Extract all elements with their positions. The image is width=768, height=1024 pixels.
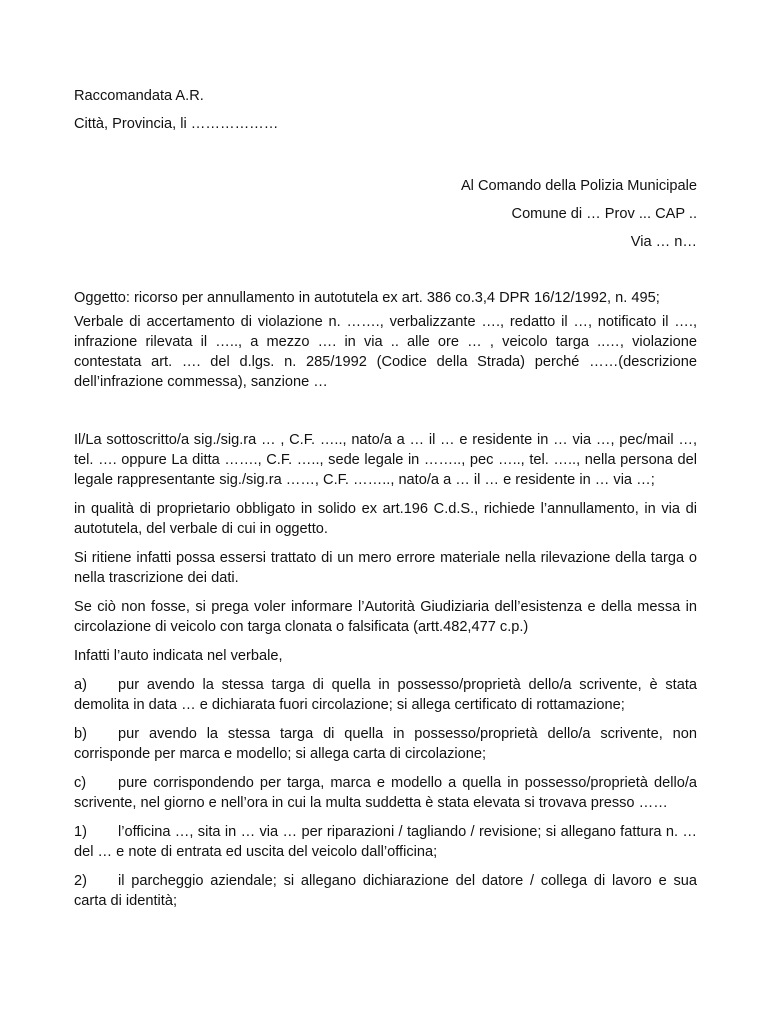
- se-cio-paragraph: Se ciò non fosse, si prega voler informare l’Autorità Giudiziaria dell’esistenza e della messa in circolazione di veicolo con targa clonata o falsificata (artt.482,477 c.p.): [74, 599, 697, 635]
- raccomandata-line: Raccomandata A.R.: [74, 88, 204, 104]
- list-item-2: [74, 871, 697, 911]
- list-text: il parcheggio aziendale; si allegano dichiarazione del datore / collega di lavoro e sua carta di identità;: [74, 873, 697, 909]
- list-item-c: [74, 773, 697, 813]
- list-marker: 2): [74, 873, 87, 889]
- list-marker: c): [74, 775, 87, 791]
- list-item-a: [74, 675, 697, 715]
- list-marker: b): [74, 726, 87, 742]
- infatti-paragraph: Infatti l’auto indicata nel verbale,: [74, 648, 283, 664]
- list-marker: a): [74, 677, 87, 693]
- recipient-block: [74, 176, 697, 252]
- city-date-line: Città, Provincia, li ………………: [74, 116, 279, 132]
- verbale-paragraph: Verbale di accertamento di violazione n. ……., verbalizzante …., redatto il …, notificato il …., infrazione rilevata il ….., a mezzo …. in via .. alle ore … , veicolo targa ..…, violazione contestata art. …. del d.lgs. n. 285/1992 (Codice della Strada) perché ……(descrizione dell’infrazione commessa), sanzione …: [74, 314, 697, 390]
- list-text: pure corrispondendo per targa, marca e modello a quella in possesso/proprietà dello/a scrivente, nel giorno e nell’ora in cui la multa suddetta è stata elevata si trovava presso ……: [74, 775, 697, 811]
- recipient-line-2: Comune di … Prov ... CAP ..: [511, 206, 697, 222]
- list-text: pur avendo la stessa targa di quella in possesso/proprietà dello/a scrivente, è stata demolita in data … e dichiarata fuori circolazione; si allega certificato di rottamazione;: [74, 677, 697, 713]
- subject-line: Oggetto: ricorso per annullamento in autotutela ex art. 386 co.3,4 DPR 16/12/1992, n. 495;: [74, 290, 660, 306]
- list-marker: 1): [74, 824, 87, 840]
- sottoscritto-paragraph: Il/La sottoscritto/a sig./sig.ra … , C.F. ….., nato/a a … il … e residente in … via …, pec/mail …, tel. …. oppure La ditta ……., C.F. ….., sede legale in …….., pec ….., tel. ….., nella persona del legale rappresentante sig./sig.ra ……, C.F. …….., nato/a a … il … e residente in … via …;: [74, 432, 697, 488]
- list-text: pur avendo la stessa targa di quella in possesso/proprietà dello/a scrivente, non corrisponde per marca e modello; si allega carta di circolazione;: [74, 726, 697, 762]
- ritiene-paragraph: Si ritiene infatti possa essersi trattato di un mero errore materiale nella rilevazione della targa o nella trascrizione dei dati.: [74, 550, 697, 586]
- recipient-line-1: Al Comando della Polizia Municipale: [460, 178, 697, 194]
- list-text: l’officina …, sita in … via … per riparazioni / tagliando / revisione; si allegano fattura n. … del … e note di entrata ed uscita del veicolo dall’officina;: [74, 824, 697, 860]
- letter-page: [74, 86, 697, 920]
- list-item-b: [74, 724, 697, 764]
- list-item-1: [74, 822, 697, 862]
- qualita-paragraph: in qualità di proprietario obbligato in solido ex art.196 C.d.S., richiede l’annullamento, in via di autotutela, del verbale di cui in oggetto.: [74, 501, 697, 537]
- recipient-line-3: Via … n…: [630, 234, 697, 250]
